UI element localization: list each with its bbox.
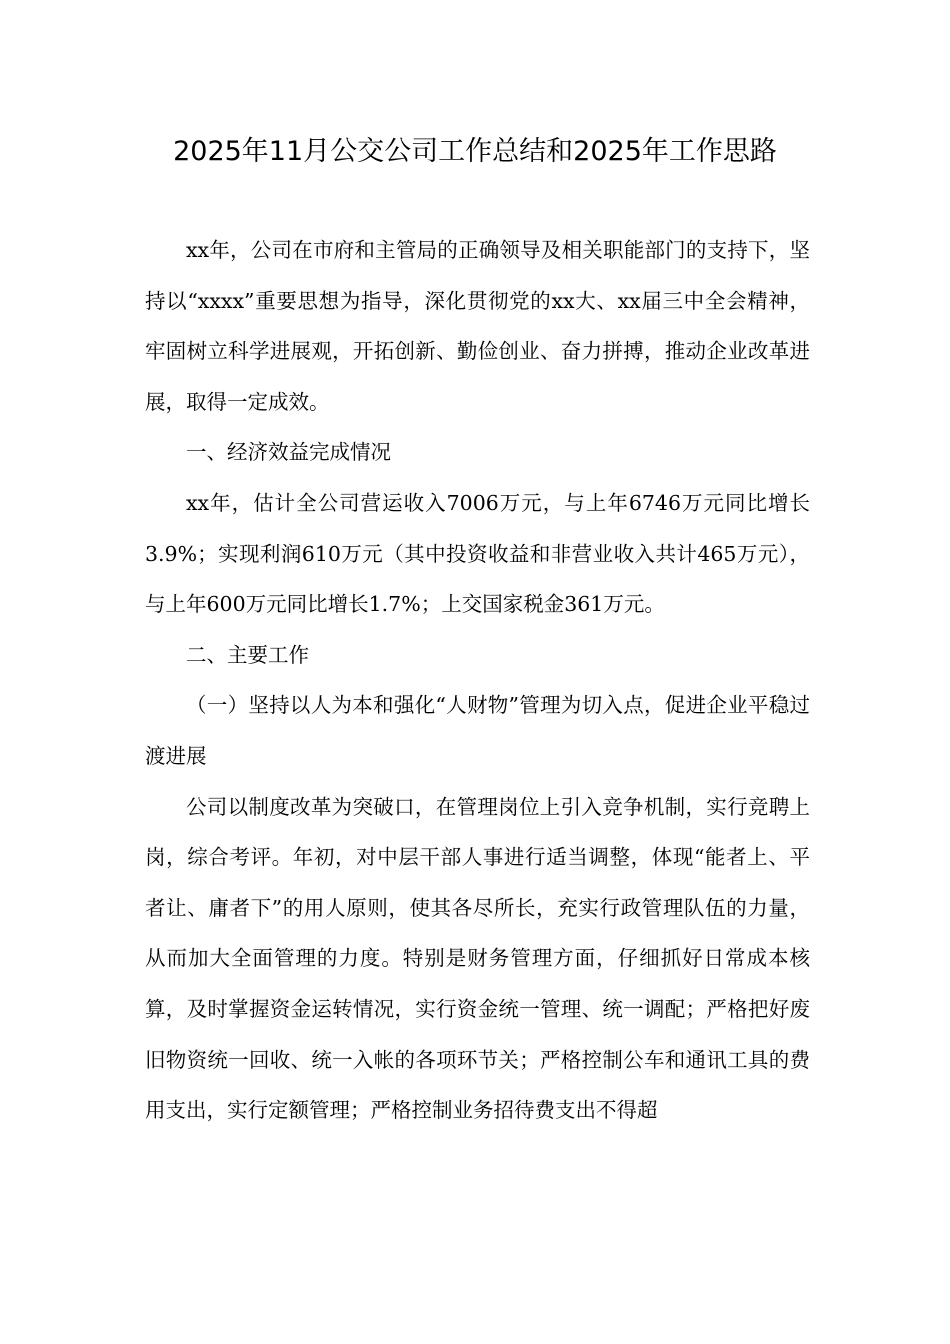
subsection-heading-people-finance: （一）坚持以人为本和强化“人财物”管理为切入点，促进企业平稳过渡进展 (145, 693, 810, 768)
section-heading-main-work: 二、主要工作 (186, 642, 309, 667)
document-title: 2025年11月公交公司工作总结和2025年工作思路 (173, 136, 777, 167)
section-heading-economic-results: 一、经济效益完成情况 (186, 440, 391, 465)
paragraph-management-reform: 公司以制度改革为突破口，在管理岗位上引入竞争机制，实行竞聘上岗，综合考评。年初，对中层干部人事进行适当调整，体现“能者上、平者让、庸者下”的用人原则，使其各尽所长，充实行政管理队伍的力量，从而加大全面管理的力度。特别是财务管理方面，仔细抓好日常成本核算，及时掌握资金运转情况，实行资金统一管理、统一调配；严格把好废旧物资统一回收、统一入帐的各项环节关；严格控制公车和通讯工具的费用支出，实行定额管理；严格控制业务招待费支出不得超 (145, 794, 810, 1123)
paragraph-intro: xx年，公司在市府和主管局的正确领导及相关职能部门的支持下，坚持以“xxxx”重要思想为指导，深化贯彻党的xx大、xx届三中全会精神，牢固树立科学进展观，开拓创新、勤俭创业、奋力拼搏，推动企业改革进展，取得一定成效。 (145, 238, 810, 414)
paragraph-economic-results: xx年，估计全公司营运收入7006万元，与上年6746万元同比增长3.9%；实现利润610万元（其中投资收益和非营业收入共计465万元），与上年600万元同比增长1.7%；上交国家税金361万元。 (145, 490, 810, 617)
document-body (145, 225, 810, 1136)
